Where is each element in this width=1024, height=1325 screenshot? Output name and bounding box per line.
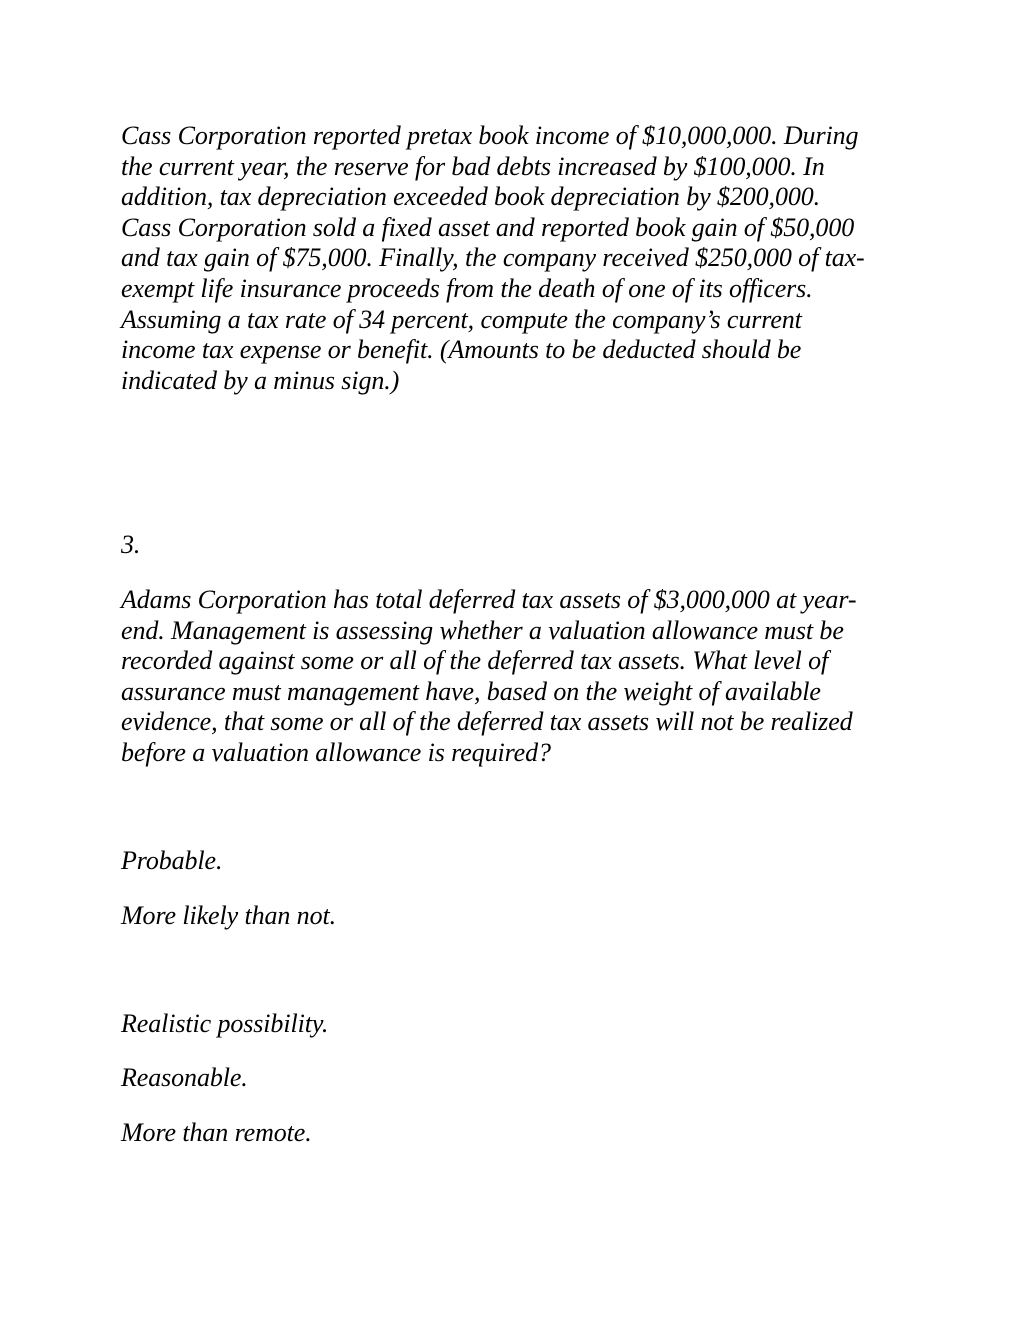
question-2-line: addition, tax depreciation exceeded book depreciation by $200,000.	[121, 182, 821, 212]
question-2-line: income tax expense or benefit. (Amounts to be deducted should be	[121, 335, 802, 365]
question-3-line: recorded against some or all of the deferred tax assets. What level of	[121, 646, 829, 676]
answer-option-4: Reasonable.	[121, 1063, 248, 1092]
question-3-text	[121, 585, 911, 769]
question-2-line: the current year, the reserve for bad debts increased by $100,000. In	[121, 151, 825, 181]
question-2-line: Cass Corporation reported pretax book income of $10,000,000. During	[121, 121, 859, 150]
question-3-line: end. Management is assessing whether a valuation allowance must be	[121, 615, 844, 645]
question-2-line: Assuming a tax rate of 34 percent, compute the company’s current	[121, 304, 802, 334]
question-3-line: evidence, that some or all of the deferred tax assets will not be realized	[121, 707, 853, 737]
question-3-number: 3.	[121, 530, 141, 559]
question-2-text	[121, 121, 911, 396]
answer-option-2: More likely than not.	[121, 901, 336, 930]
question-3-line: Adams Corporation has total deferred tax assets of $3,000,000 at year-	[121, 585, 857, 614]
question-2-line: Cass Corporation sold a fixed asset and reported book gain of $50,000	[121, 212, 855, 242]
answer-option-1: Probable.	[121, 846, 223, 875]
question-2-line: indicated by a minus sign.)	[121, 365, 400, 395]
question-3-line: before a valuation allowance is required?	[121, 737, 551, 767]
answer-option-3: Realistic possibility.	[121, 1009, 329, 1038]
answer-option-5: More than remote.	[121, 1118, 312, 1147]
question-3-line: assurance must management have, based on the weight of available	[121, 676, 821, 706]
question-2-line: exempt life insurance proceeds from the death of one of its officers.	[121, 273, 813, 303]
question-2-line: and tax gain of $75,000. Finally, the company received $250,000 of tax-	[121, 243, 865, 273]
